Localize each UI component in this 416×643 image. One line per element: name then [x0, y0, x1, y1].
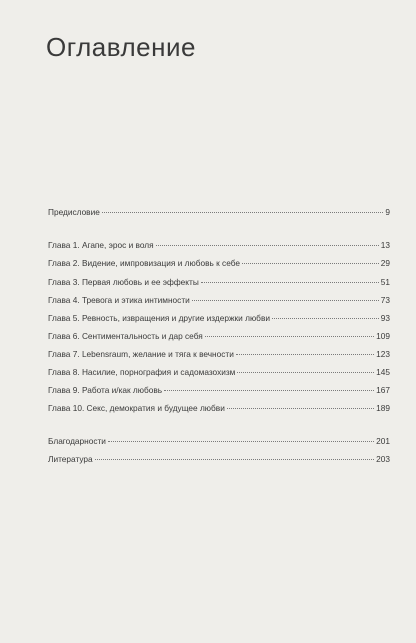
toc-entry-label: Глава 7. Lebensraum, желание и тяга к вечности — [48, 349, 234, 359]
toc-entry-label: Глава 2. Видение, импровизация и любовь к себе — [48, 258, 240, 268]
toc-entry-preface[interactable] — [48, 208, 390, 219]
toc-entry-page: 13 — [380, 240, 390, 250]
toc-entry-bibliography[interactable] — [48, 455, 390, 466]
dot-leader — [272, 318, 379, 319]
dot-leader — [237, 372, 374, 373]
toc-entry-label: Глава 8. Насилие, порнография и садомазохизм — [48, 367, 236, 377]
toc-entry-page: 189 — [376, 403, 390, 413]
toc-entry-chapter-9[interactable] — [48, 386, 390, 397]
dot-leader — [236, 354, 374, 355]
toc-entry-chapter-10[interactable] — [48, 404, 390, 415]
toc-entry-label: Благодарности — [48, 436, 106, 446]
toc-entry-label: Предисловие — [48, 207, 100, 217]
toc-entry-chapter-2[interactable] — [48, 259, 390, 270]
page-title: Оглавление — [46, 32, 196, 62]
toc-entry-label: Глава 5. Ревность, извращения и другие издержки любви — [48, 313, 270, 323]
dot-leader — [227, 408, 374, 409]
dot-leader — [192, 300, 379, 301]
toc-entry-page: 51 — [380, 277, 390, 287]
toc-entry-label: Глава 3. Первая любовь и ее эффекты — [48, 277, 199, 287]
toc-entry-page: 203 — [376, 454, 390, 464]
toc-entry-page: 73 — [380, 295, 390, 305]
toc-entry-acknowledgements[interactable] — [48, 437, 390, 448]
toc-entry-chapter-3[interactable] — [48, 278, 390, 289]
toc-entry-chapter-6[interactable] — [48, 332, 390, 343]
toc-entry-label: Литература — [48, 454, 93, 464]
dot-leader — [156, 245, 379, 246]
toc-entry-label: Глава 6. Сентиментальность и дар себя — [48, 331, 203, 341]
toc-entry-label: Глава 9. Работа и/как любовь — [48, 385, 163, 395]
toc-entry-chapter-4[interactable] — [48, 296, 390, 307]
dot-leader — [205, 336, 374, 337]
dot-leader — [164, 390, 374, 391]
toc-entry-chapter-8[interactable] — [48, 368, 390, 379]
dot-leader — [108, 441, 374, 442]
toc-entry-label: Глава 10. Секс, демократия и будущее любви — [48, 403, 225, 413]
toc-entry-page: 201 — [376, 436, 390, 446]
toc-entry-page: 123 — [376, 349, 390, 359]
toc-entry-page: 109 — [376, 331, 390, 341]
toc-entry-chapter-1[interactable] — [48, 241, 390, 252]
toc-entry-label: Глава 1. Агапе, эрос и воля — [48, 240, 154, 250]
toc-entry-page: 145 — [376, 367, 390, 377]
dot-leader — [102, 212, 384, 213]
dot-leader — [242, 263, 379, 264]
toc-entry-page: 93 — [380, 313, 390, 323]
dot-leader — [201, 282, 379, 283]
toc-entry-label: Глава 4. Тревога и этика интимности — [48, 295, 190, 305]
toc-entry-page: 29 — [380, 258, 390, 268]
toc-entry-page: 167 — [376, 385, 390, 395]
toc-entry-chapter-7[interactable] — [48, 350, 390, 361]
toc-entry-chapter-5[interactable] — [48, 314, 390, 325]
dot-leader — [95, 459, 375, 460]
toc-entry-page: 9 — [385, 207, 390, 217]
